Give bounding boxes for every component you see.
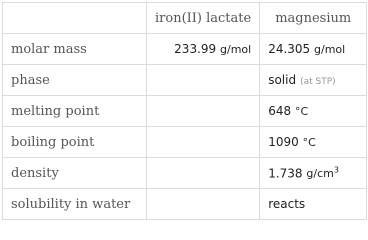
value-number: 1090 [268, 135, 299, 149]
value-unit: g/mol [220, 43, 252, 56]
iron-lactate-value [147, 65, 260, 96]
value-unit-base: g/cm [306, 167, 334, 181]
header-row [3, 3, 367, 34]
table-row-melting-point [3, 96, 367, 127]
column-header-iron-lactate: iron(II) lactate [147, 3, 260, 34]
magnesium-value [260, 65, 367, 96]
table-row-molar-mass [3, 34, 367, 65]
corner-header-cell [3, 3, 147, 34]
value-unit: °C [294, 105, 309, 118]
table-row-solubility [3, 189, 367, 220]
iron-lactate-value [147, 127, 260, 158]
magnesium-value: reacts [260, 189, 367, 220]
value-unit: °C [302, 136, 316, 149]
row-label: molar mass [3, 34, 147, 65]
table-row-density [3, 158, 367, 189]
magnesium-value [260, 158, 367, 189]
row-label: density [3, 158, 147, 189]
table-row-phase [3, 65, 367, 96]
iron-lactate-value [147, 34, 260, 65]
value-number: 648 [268, 104, 292, 118]
value-unit: g/mol [314, 43, 346, 56]
row-label: boiling point [3, 127, 147, 158]
value-unit-exponent: 3 [333, 165, 339, 175]
row-label: melting point [3, 96, 147, 127]
value-number: 24.305 [268, 42, 311, 56]
properties-table [2, 2, 367, 220]
value-number: 233.99 [174, 42, 217, 56]
iron-lactate-value [147, 189, 260, 220]
magnesium-value [260, 34, 367, 65]
value-number: 1.738 [268, 166, 303, 181]
column-header-magnesium: magnesium [260, 3, 367, 34]
magnesium-value [260, 96, 367, 127]
magnesium-value [260, 127, 367, 158]
row-label: phase [3, 65, 147, 96]
value-text: solid [268, 73, 297, 87]
value-note: (at STP) [300, 77, 336, 87]
iron-lactate-value [147, 96, 260, 127]
table-row-boiling-point [3, 127, 367, 158]
iron-lactate-value [147, 158, 260, 189]
value-unit [306, 167, 339, 180]
row-label: solubility in water [3, 189, 147, 220]
